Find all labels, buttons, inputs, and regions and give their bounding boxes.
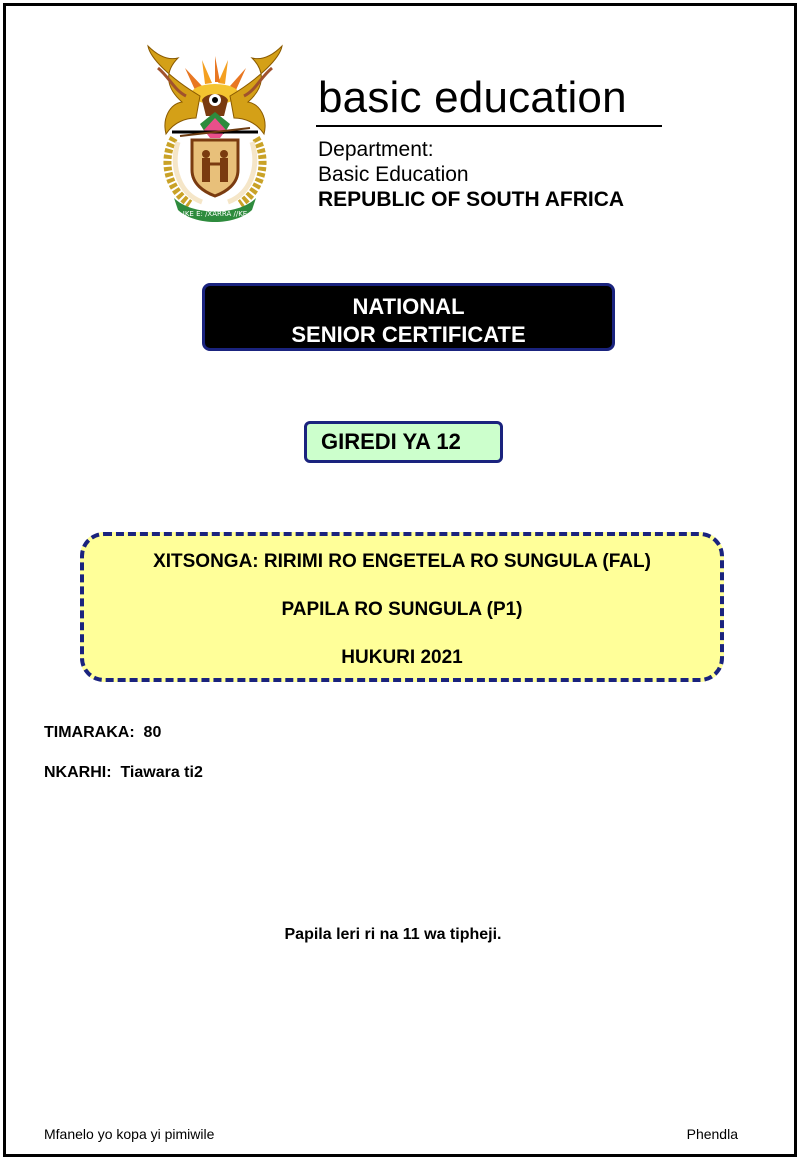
certificate-banner: [202, 283, 615, 351]
time-row: [44, 764, 203, 782]
marks-value: 80: [143, 724, 162, 741]
coat-of-arms-logo: [140, 38, 290, 223]
paper-title: PAPILA RO SUNGULA (P1): [281, 599, 523, 620]
exam-session: HUKURI 2021: [341, 647, 463, 668]
certificate-line-1: NATIONAL: [352, 294, 465, 319]
marks-label: TIMARAKA:: [44, 724, 135, 741]
copyright-notice: Mfanelo yo kopa yi pimiwile: [44, 1126, 215, 1142]
department-label: Department:: [318, 138, 434, 161]
department-brand: [316, 74, 666, 212]
brand-divider: [316, 125, 662, 127]
motto-text: IKE E: /XARRA //KE: [182, 210, 248, 218]
subject-title: XITSONGA: RIRIMI RO ENGETELA RO SUNGULA (FAL): [153, 551, 651, 572]
country-name: REPUBLIC OF SOUTH AFRICA: [318, 188, 625, 211]
brand-title: basic education: [318, 73, 627, 122]
page-count-note: Papila leri ri na 11 wa tipheji.: [284, 926, 502, 943]
turn-over-label: Phendla: [686, 1126, 738, 1142]
grade-badge: GIREDI YA 12: [304, 421, 503, 463]
motto-ribbon: [174, 198, 256, 222]
time-label: NKARHI:: [44, 764, 112, 781]
shield-icon: [192, 140, 238, 196]
department-name: Basic Education: [318, 163, 469, 186]
marks-row: [44, 724, 161, 742]
certificate-line-2: SENIOR CERTIFICATE: [291, 322, 526, 347]
subject-panel: [80, 532, 724, 682]
time-value: Tiawara ti2: [120, 764, 203, 781]
header: [140, 38, 680, 228]
